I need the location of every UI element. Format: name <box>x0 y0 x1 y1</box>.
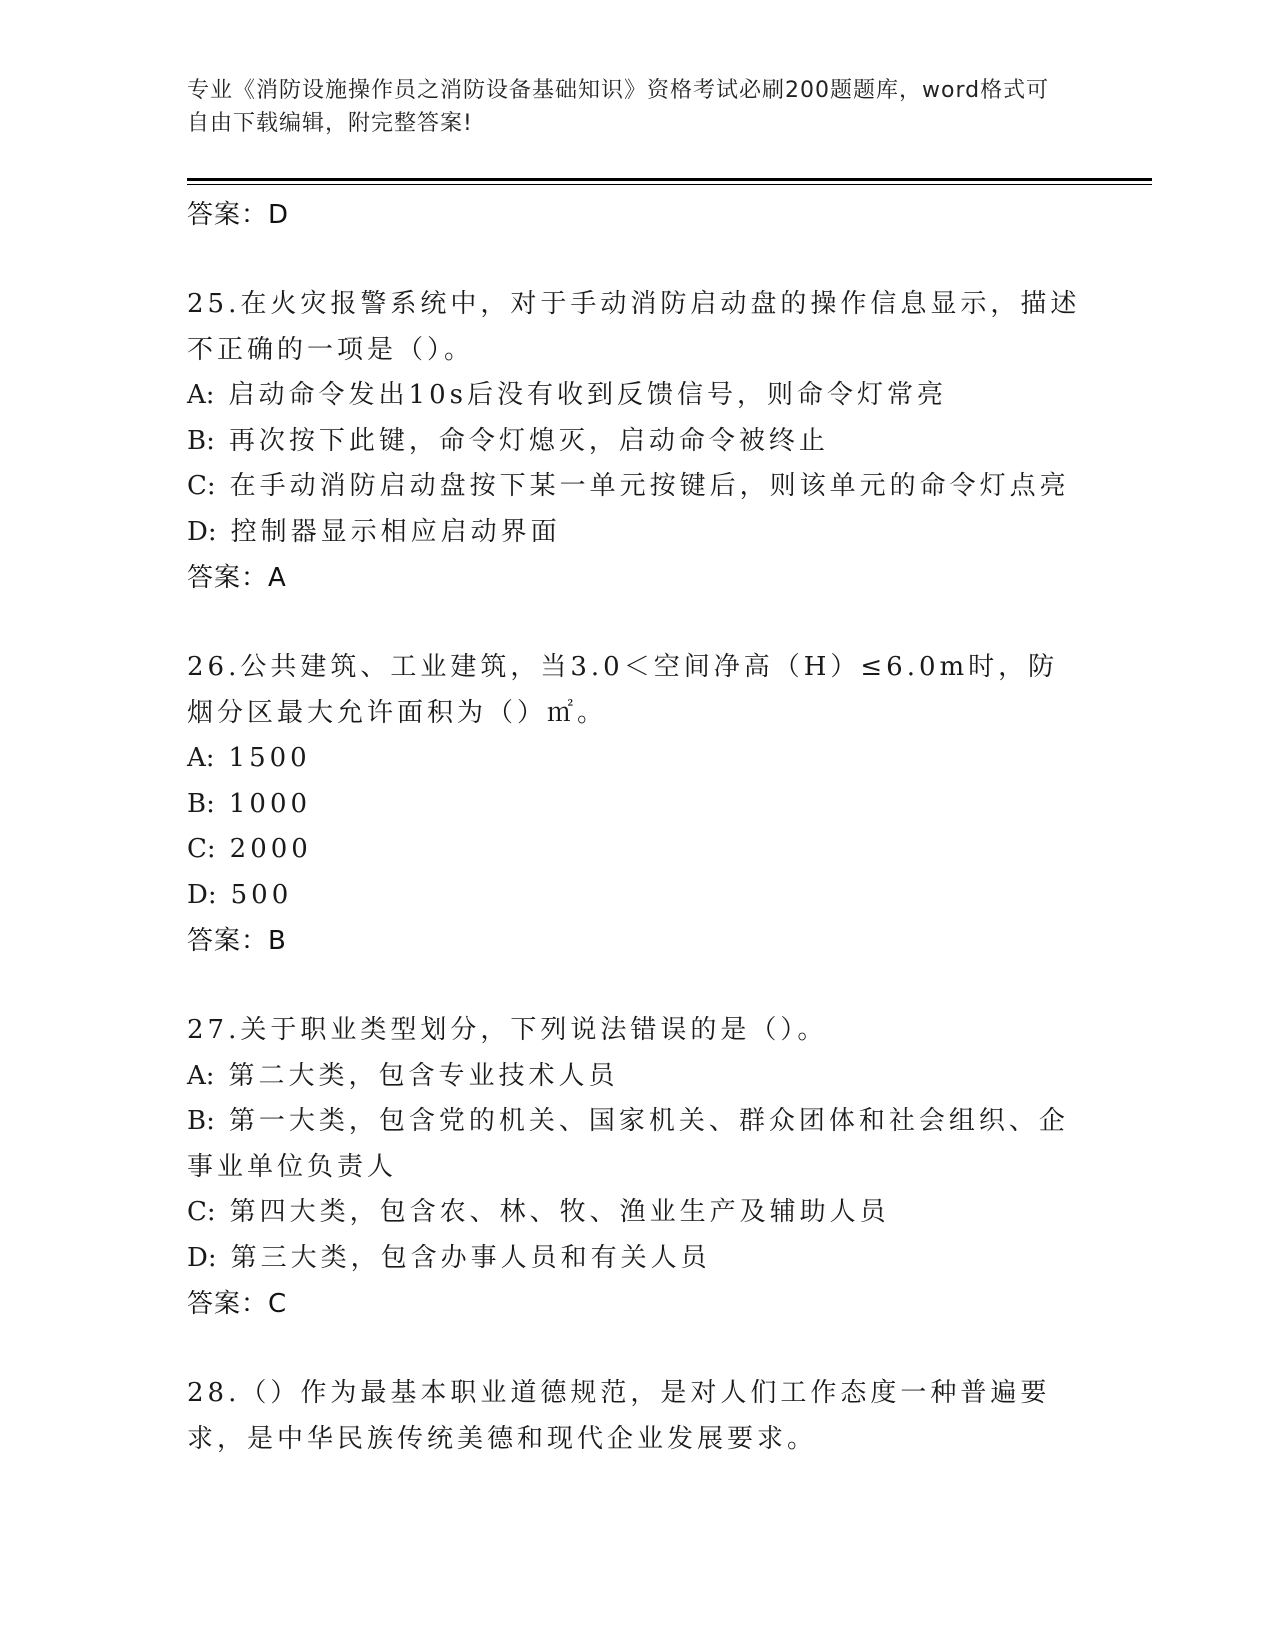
option-key: B: <box>187 1106 215 1136</box>
option-b <box>187 419 1087 465</box>
question-25 <box>187 282 1087 601</box>
option-c <box>187 827 1087 873</box>
option-d <box>187 873 1087 919</box>
previous-answer: 答案：D <box>187 200 290 230</box>
option-key: C: <box>187 1197 216 1227</box>
question-stem: 26.公共建筑、工业建筑，当3.0＜空间净高（H）≤6.0m时，防烟分区最大允许面积为（）㎡。 <box>187 652 1059 728</box>
question-stem: 28.（）作为最基本职业道德规范，是对人们工作态度一种普遍要求，是中华民族传统美德和现代企业发展要求。 <box>187 1378 1051 1454</box>
answer-line: 答案：C <box>187 1289 288 1319</box>
option-text: 2000 <box>229 834 312 864</box>
option-key: A: <box>187 1060 215 1091</box>
option-b <box>187 1099 1087 1190</box>
option-key: A: <box>187 743 215 773</box>
header-rule-thin <box>187 184 1152 185</box>
option-a <box>187 373 1087 419</box>
option-key: D: <box>187 1242 217 1273</box>
option-d <box>187 1236 1087 1282</box>
option-text: 在手动消防启动盘按下某一单元按键后，则该单元的命令灯点亮 <box>229 471 1070 501</box>
option-a <box>187 1054 1087 1100</box>
answer-line: 答案：B <box>187 926 287 956</box>
question-list <box>187 192 1087 1462</box>
option-key: D: <box>187 879 217 910</box>
option-d <box>187 510 1087 556</box>
option-key: B: <box>187 788 215 819</box>
option-text: 第三大类，包含办事人员和有关人员 <box>230 1242 711 1273</box>
question-stem: 27.关于职业类型划分，下列说法错误的是（）。 <box>187 1015 828 1045</box>
option-text: 第一大类，包含党的机关、国家机关、群众团体和社会组织、企事业单位负责人 <box>187 1106 1069 1182</box>
option-text: 第四大类，包含农、林、牧、渔业生产及辅助人员 <box>229 1197 890 1227</box>
question-26 <box>187 645 1087 964</box>
option-text: 第二大类，包含专业技术人员 <box>228 1060 619 1091</box>
question-27 <box>187 1008 1087 1327</box>
question-28 <box>187 1371 1087 1462</box>
option-text: 1000 <box>228 788 312 819</box>
option-b <box>187 782 1087 828</box>
header-rule-thick <box>187 178 1152 181</box>
option-text: 启动命令发出10s后没有收到反馈信号，则命令灯常亮 <box>228 380 947 410</box>
option-text: 控制器显示相应启动界面 <box>230 516 561 547</box>
answer-line: 答案：A <box>187 563 287 593</box>
option-a <box>187 736 1087 782</box>
option-key: C: <box>187 834 216 864</box>
option-key: C: <box>187 471 216 501</box>
document-header: 专业《消防设施操作员之消防设备基础知识》资格考试必刷200题题库，word格式可自由下载编辑，附完整答案! <box>187 78 1050 136</box>
question-stem: 25.在火灾报警系统中，对于手动消防启动盘的操作信息显示，描述不正确的一项是（）。 <box>187 289 1081 365</box>
option-key: D: <box>187 516 217 547</box>
option-text: 500 <box>230 879 293 910</box>
option-key: B: <box>187 425 215 456</box>
option-text: 再次按下此键，命令灯熄灭，启动命令被终止 <box>228 425 829 456</box>
option-text: 1500 <box>228 743 311 773</box>
option-c <box>187 1190 1087 1236</box>
option-c <box>187 464 1087 510</box>
option-key: A: <box>187 380 215 410</box>
